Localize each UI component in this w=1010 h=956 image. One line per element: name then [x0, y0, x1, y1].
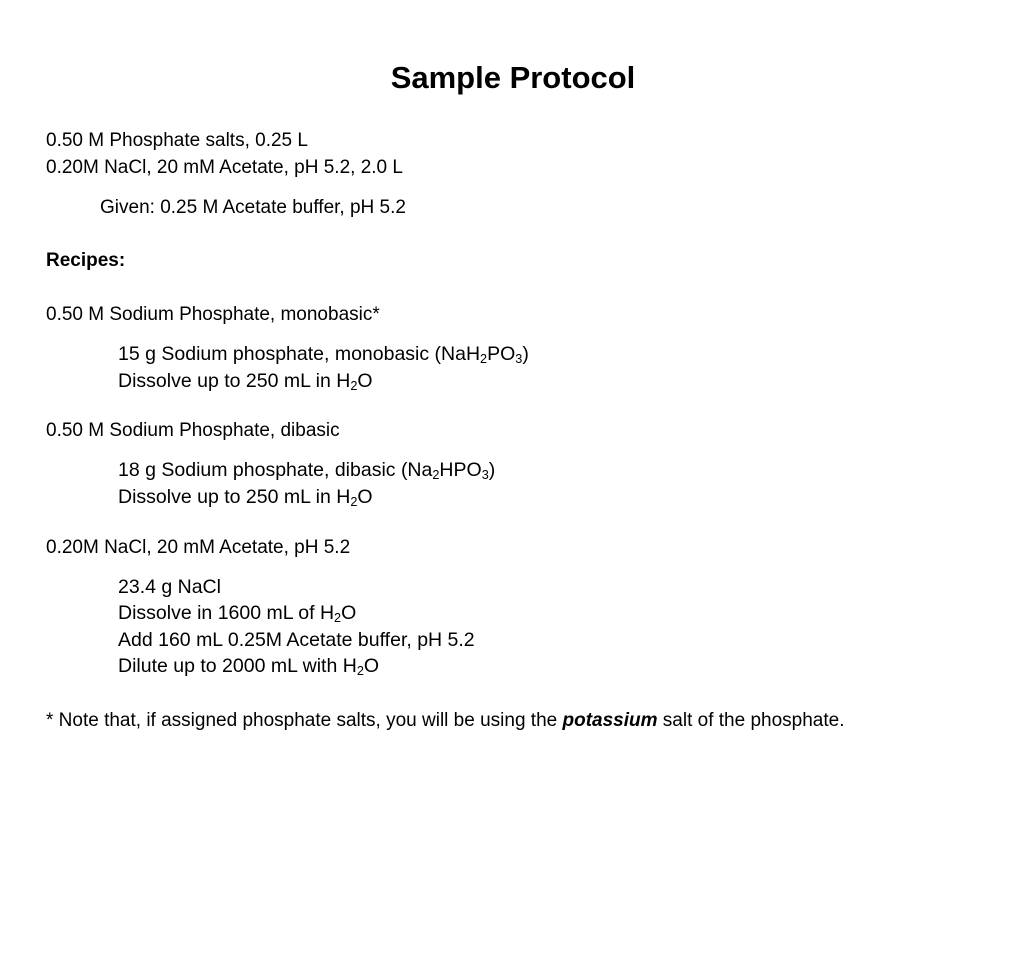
subscript: 2 [350, 495, 358, 510]
given-line: Given: 0.25 M Acetate buffer, pH 5.2 [100, 197, 406, 218]
recipe-monobasic-title: 0.50 M Sodium Phosphate, monobasic* [46, 304, 380, 325]
solution-line-nacl: 0.20M NaCl, 20 mM Acetate, pH 5.2, 2.0 L [46, 157, 403, 178]
step-text: 18 g Sodium phosphate, dibasic (Na [118, 459, 433, 481]
subscript: 3 [515, 352, 523, 367]
footnote-text: * Note that, if assigned phosphate salts, you will be using the [46, 710, 563, 731]
step-text: O [341, 602, 357, 624]
solution-line-phosphate: 0.50 M Phosphate salts, 0.25 L [46, 130, 308, 151]
recipe-nacl-step-1: 23.4 g NaCl [118, 576, 221, 598]
subscript: 2 [480, 352, 488, 367]
recipes-heading: Recipes: [46, 250, 126, 271]
step-text: 15 g Sodium phosphate, monobasic (NaH [118, 343, 481, 365]
step-text: Dissolve up to 250 mL in H [118, 486, 351, 508]
step-text: Dissolve up to 250 mL in H [118, 370, 351, 392]
page-title: Sample Protocol [390, 60, 636, 95]
step-text: O [357, 486, 373, 508]
step-text: O [363, 655, 380, 677]
recipe-nacl-title: 0.20M NaCl, 20 mM Acetate, pH 5.2 [46, 537, 351, 558]
footnote-emphasis: potassium [562, 710, 658, 731]
footnote [46, 709, 844, 733]
step-text: ) [488, 459, 496, 481]
step-text: PO [487, 343, 516, 365]
recipe-monobasic-step-2 [118, 369, 373, 393]
step-text: O [357, 370, 373, 392]
step-text: HPO [439, 459, 482, 481]
recipe-dibasic-step-1 [118, 458, 495, 482]
step-text: Dissolve in 1600 mL of H [118, 602, 335, 624]
step-text: Dilute up to 2000 mL with H [118, 655, 357, 677]
step-text: ) [522, 343, 529, 365]
subscript: 2 [350, 379, 358, 394]
recipe-dibasic-step-2 [118, 485, 373, 509]
recipe-monobasic-step-1 [118, 342, 529, 366]
recipe-nacl-step-4 [118, 654, 379, 678]
subscript: 2 [432, 468, 440, 483]
subscript: 3 [481, 468, 489, 483]
recipe-nacl-step-2 [118, 601, 356, 625]
recipe-nacl-step-3: Add 160 mL 0.25M Acetate buffer, pH 5.2 [118, 629, 475, 651]
subscript: 2 [334, 611, 342, 626]
footnote-text: salt of the phosphate. [657, 710, 845, 731]
subscript: 2 [356, 664, 364, 679]
recipe-dibasic-title: 0.50 M Sodium Phosphate, dibasic [46, 420, 340, 441]
